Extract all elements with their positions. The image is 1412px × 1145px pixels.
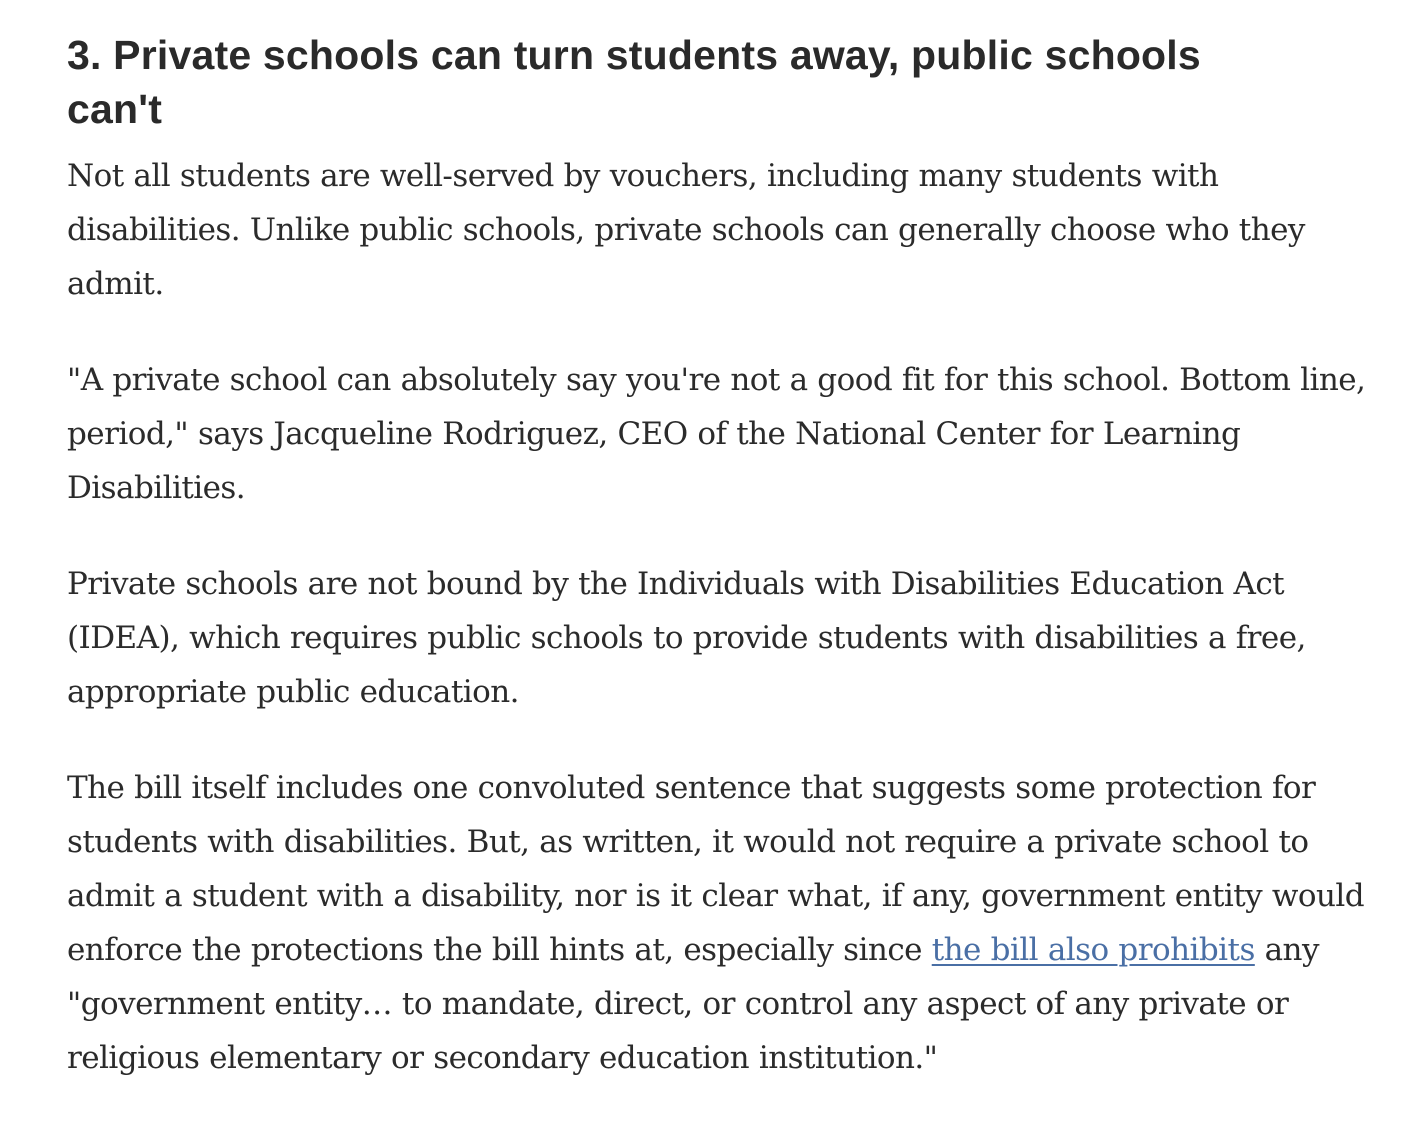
section-heading: 3. Private schools can turn students away, public schools can't bbox=[67, 32, 1201, 132]
paragraph-bill-text-before: The bill itself includes one convoluted sentence that suggests some protection for students with disabilities. But, as written, it would not require a private school to admit a student with a disability, nor is it clear what, if any, government entity would enforce the protections the bill hints at, especially since bbox=[67, 770, 1365, 968]
paragraph-bill bbox=[67, 761, 1372, 1085]
paragraph-vouchers: Not all students are well-served by vouchers, including many students with disabilities. Unlike public schools, private schools can generally choose who they admit. bbox=[67, 158, 1305, 302]
paragraph-idea: Private schools are not bound by the Individuals with Disabilities Education Act (IDEA), which requires public schools to provide students with disabilities a free, appropriate public education. bbox=[67, 566, 1306, 710]
paragraph-bill-text-after: any "government entity… to mandate, direct, or control any aspect of any private or religious elementary or secondary education institution." bbox=[67, 932, 1319, 1076]
paragraph-quote: "A private school can absolutely say you're not a good fit for this school. Bottom line, period," says Jacqueline Rodriguez, CEO of the National Center for Learning Disabilities. bbox=[67, 362, 1366, 506]
bill-prohibits-link[interactable]: the bill also prohibits bbox=[931, 932, 1255, 968]
